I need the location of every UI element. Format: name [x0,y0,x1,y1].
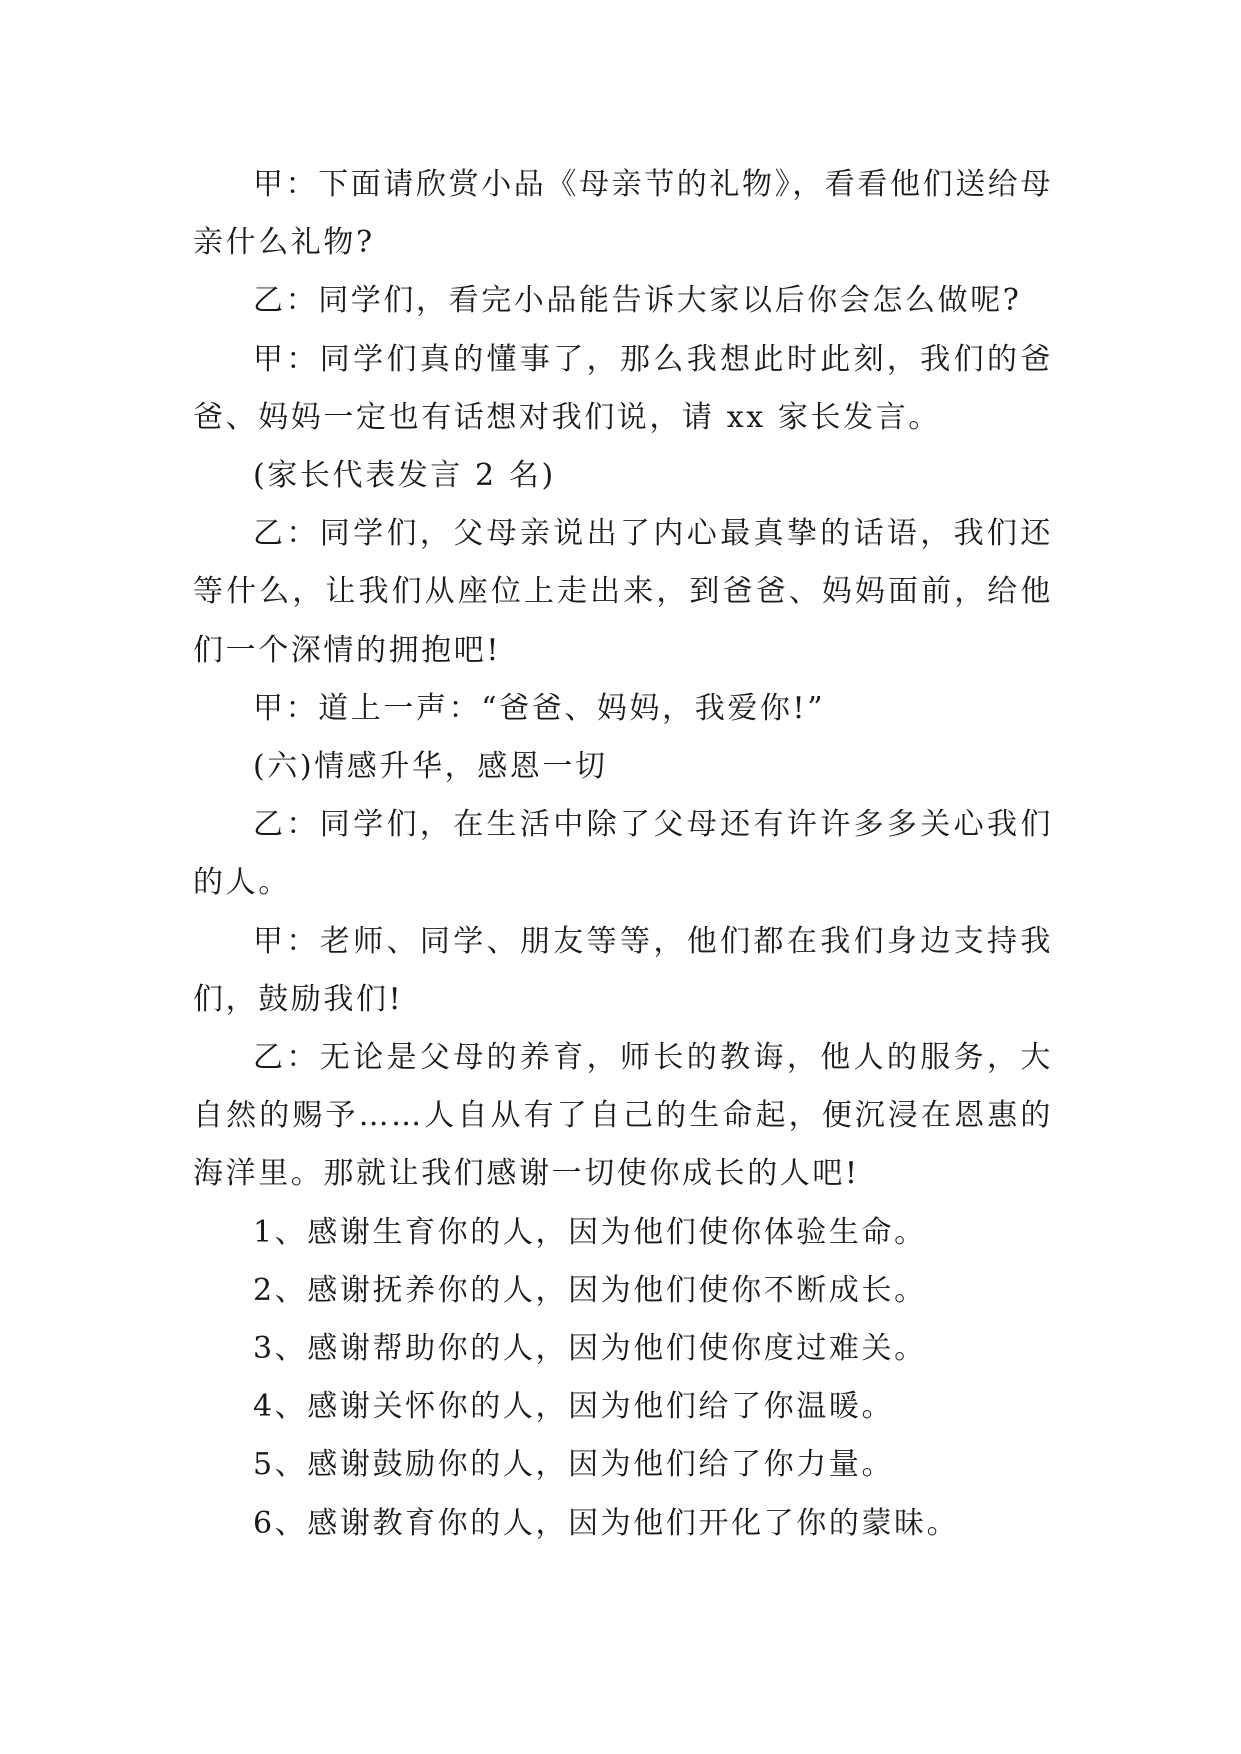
paragraph-teachers-friends: 甲：老师、同学、朋友等等，他们都在我们身边支持我们，鼓励我们! [193,923,1053,1017]
document-body [193,156,1053,1553]
list-item-thanks-1: 1、感谢生育你的人，因为他们使你体验生命。 [253,1214,927,1250]
paragraph-hug-parents: 乙：同学们，父母亲说出了内心最真挚的话语，我们还等什么，让我们从座位上走出来，到爸爸、妈妈面前，给他们一个深情的拥抱吧! [193,516,1053,668]
list-item-thanks-3: 3、感谢帮助你的人，因为他们使你度过难关。 [253,1331,927,1367]
list-item-thanks-6: 6、感谢教育你的人，因为他们开化了你的蒙昧。 [253,1505,960,1541]
list-item-thanks-2: 2、感谢抚养你的人，因为他们使你不断成长。 [253,1272,927,1308]
paragraph-others-care: 乙：同学们，在生活中除了父母还有许许多多关心我们的人。 [193,807,1053,901]
paragraph-intro-sketch: 甲：下面请欣赏小品《母亲节的礼物》，看看他们送给母亲什么礼物? [193,167,1053,261]
list-item-thanks-5: 5、感谢鼓励你的人，因为他们给了你力量。 [253,1447,895,1483]
list-item-thanks-4: 4、感谢关怀你的人，因为他们给了你温暖。 [253,1389,895,1425]
paragraph-ask-classmates: 乙：同学们，看完小品能告诉大家以后你会怎么做呢? [253,283,1022,319]
paragraph-parent-representatives: (家长代表发言 2 名) [253,458,556,494]
paragraph-parent-speech-intro: 甲：同学们真的懂事了，那么我想此时此刻，我们的爸爸、妈妈一定也有话想对我们说，请 xx 家长发言。 [193,341,1053,435]
paragraph-ocean-of-grace: 乙：无论是父母的养育，师长的教诲，他人的服务，大自然的赐予……人自从有了自己的生命起，便沉浸在恩惠的海洋里。那就让我们感谢一切使你成长的人吧! [193,1040,1053,1192]
section-heading-gratitude: (六)情感升华，感恩一切 [253,749,608,785]
paragraph-say-i-love-you: 甲：道上一声：“爸爸、妈妈，我爱你!” [253,690,826,726]
